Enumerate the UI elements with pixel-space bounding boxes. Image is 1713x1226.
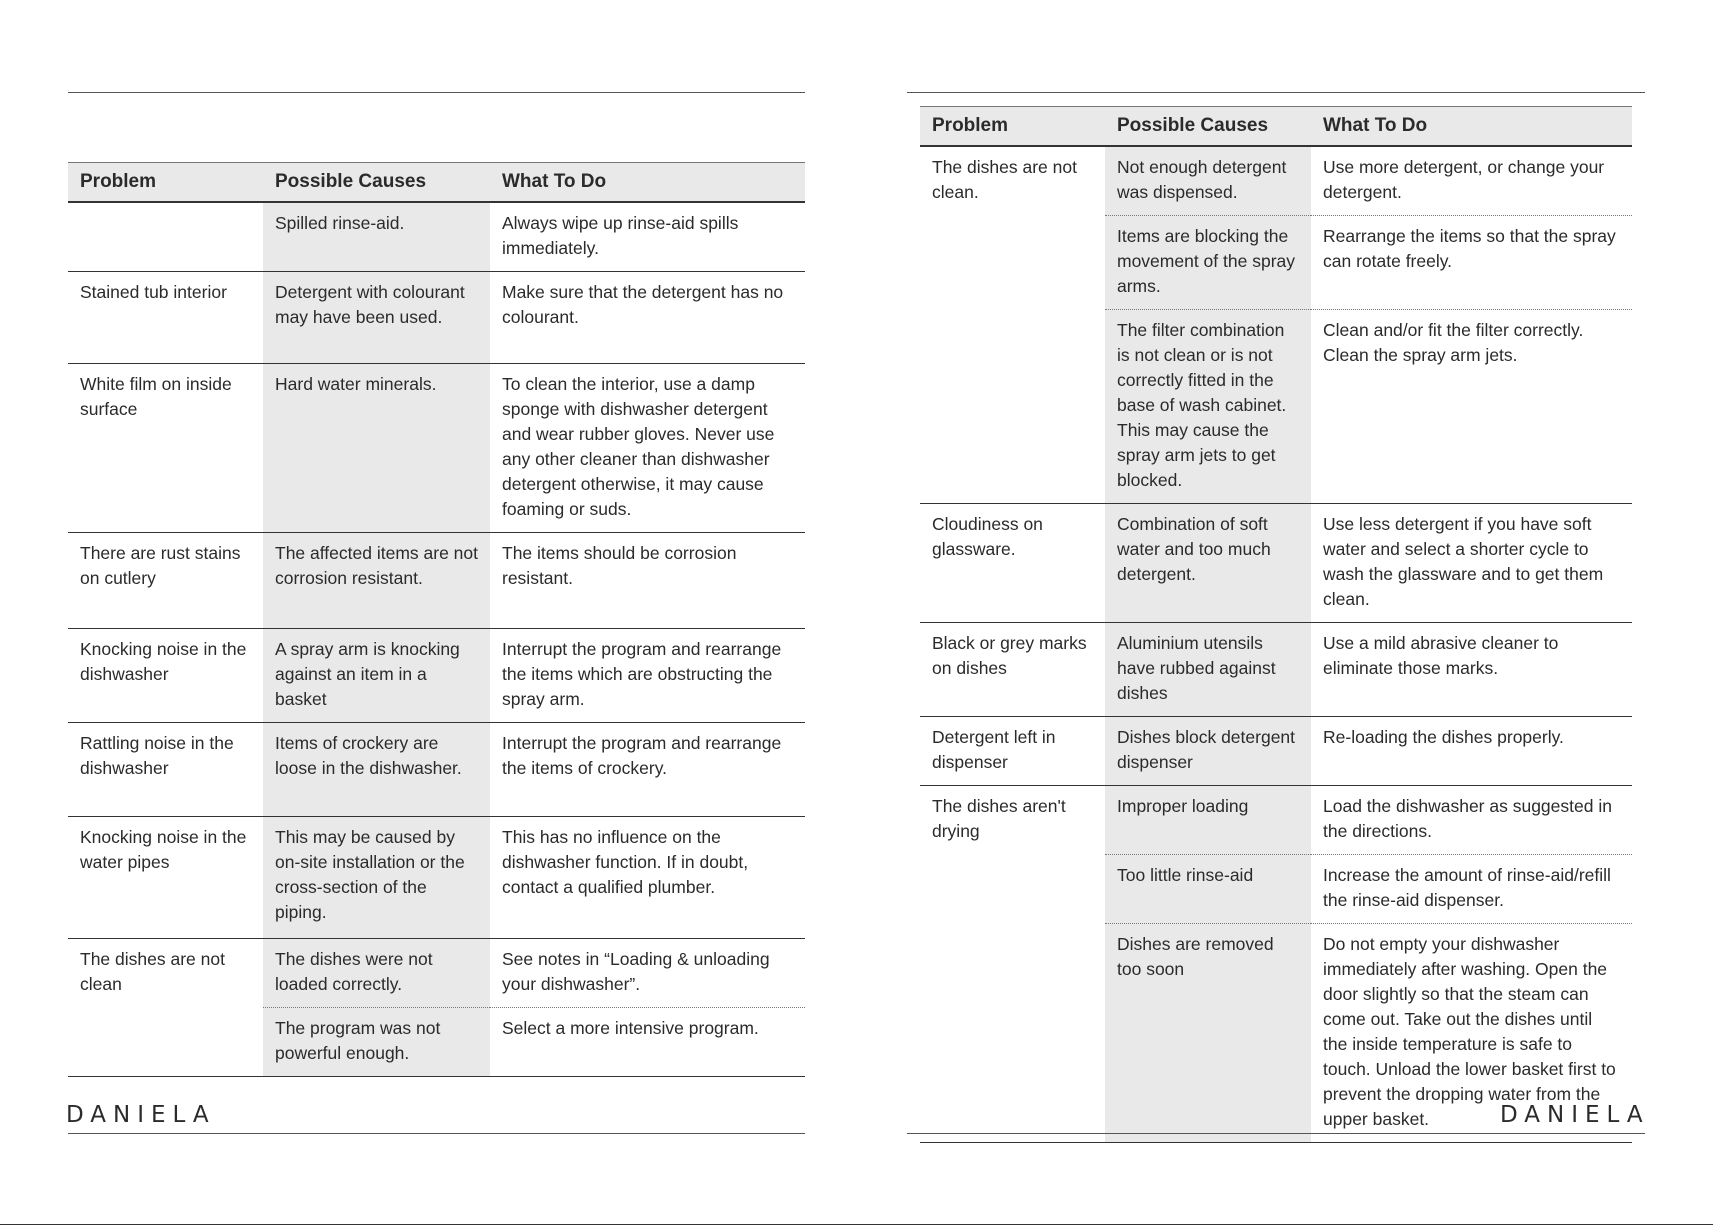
brand-logo: DANIELA <box>1500 1102 1650 1128</box>
top-rule <box>907 92 1645 93</box>
table-row <box>920 717 1632 786</box>
todo-cell: Do not empty your dishwasher immediately after washing. Open the door slightly so that the steam can come out. Take out the dishes until the inside temperature is safe to touch. Unload the lower basket first to prevent the dropping water from the upper basket. <box>1311 924 1632 1143</box>
cause-cell: This may be caused by on-site installation or the cross-section of the piping. <box>263 817 490 939</box>
problem-cell: Rattling noise in the dishwasher <box>68 723 263 817</box>
table-row <box>68 629 805 723</box>
todo-cell: Select a more intensive program. <box>490 1008 805 1077</box>
header-problem: Problem <box>68 163 263 203</box>
table-row <box>68 817 805 939</box>
table-row <box>68 939 805 1008</box>
table-row <box>920 504 1632 623</box>
problem-cell: The dishes are not clean. <box>932 157 1077 202</box>
problem-cell: The dishes aren't drying <box>920 786 1105 855</box>
problem-cell: Knocking noise in the dishwasher <box>68 629 263 723</box>
todo-cell: Use more detergent, or change your detergent. <box>1323 157 1605 202</box>
table-header-row <box>920 107 1632 147</box>
problem-cell <box>68 202 263 272</box>
problem-cell <box>68 1008 263 1077</box>
table-row <box>920 216 1632 310</box>
cause-cell: Dishes are removed too soon <box>1105 924 1311 1143</box>
todo-cell: The items should be corrosion resistant. <box>490 533 805 629</box>
cause-cell: The affected items are not corrosion resistant. <box>263 533 490 629</box>
todo-cell: See notes in “Loading & unloading your dishwasher”. <box>490 939 805 1008</box>
brand-logo: DANIELA <box>66 1102 216 1128</box>
table-row <box>68 364 805 533</box>
header-problem: Problem <box>920 107 1105 147</box>
table-header-row <box>68 163 805 203</box>
todo-cell: Clean and/or fit the filter correctly. Clean the spray arm jets. <box>1311 310 1632 504</box>
cause-cell: Items of crockery are loose in the dishwasher. <box>263 723 490 817</box>
table-row <box>920 146 1632 216</box>
table-row <box>920 623 1632 717</box>
right-page <box>856 0 1713 1226</box>
problem-cell: Cloudiness on glassware. <box>920 504 1105 623</box>
left-page <box>0 0 856 1226</box>
cause-cell: Dishes block detergent dispenser <box>1105 717 1311 786</box>
todo-cell: To clean the interior, use a damp sponge with dishwasher detergent and wear rubber gloves. Never use any other cleaner than dishwasher detergent otherwise, it may cause foaming or suds. <box>490 364 805 533</box>
cause-cell: Spilled rinse-aid. <box>263 202 490 272</box>
cause-cell: The program was not powerful enough. <box>263 1008 490 1077</box>
problem-cell: White film on inside surface <box>68 364 263 533</box>
problem-cell <box>920 216 1105 310</box>
todo-cell: Load the dishwasher as suggested in the directions. <box>1311 786 1632 855</box>
problem-cell: Stained tub interior <box>68 272 263 364</box>
header-possible-causes: Possible Causes <box>263 163 490 203</box>
bottom-rule <box>907 1133 1645 1134</box>
cause-cell: A spray arm is knocking against an item in a basket <box>263 629 490 723</box>
table-row <box>68 1008 805 1077</box>
todo-cell: Always wipe up rinse-aid spills immediately. <box>502 213 739 258</box>
cause-cell: Not enough detergent was dispensed. <box>1105 146 1311 216</box>
table-row <box>920 786 1632 855</box>
table-row <box>68 533 805 629</box>
table-row <box>920 310 1632 504</box>
cause-cell: Items are blocking the movement of the spray arms. <box>1105 216 1311 310</box>
problem-cell: The dishes are not clean <box>68 939 263 1008</box>
cause-cell: Hard water minerals. <box>263 364 490 533</box>
problem-cell <box>920 924 1105 1143</box>
todo-cell: Interrupt the program and rearrange the items which are obstructing the spray arm. <box>490 629 805 723</box>
header-possible-causes: Possible Causes <box>1105 107 1311 147</box>
table-row <box>68 272 805 364</box>
cause-cell: Improper loading <box>1105 786 1311 855</box>
header-what-to-do: What To Do <box>490 163 805 203</box>
todo-cell: Use a mild abrasive cleaner to eliminate those marks. <box>1311 623 1632 717</box>
cause-cell: Detergent with colourant may have been used. <box>263 272 490 364</box>
table-row <box>920 855 1632 924</box>
cause-cell: The dishes were not loaded correctly. <box>263 939 490 1008</box>
todo-cell: Increase the amount of rinse-aid/refill the rinse-aid dispenser. <box>1311 855 1632 924</box>
todo-cell: This has no influence on the dishwasher function. If in doubt, contact a qualified plumber. <box>490 817 805 939</box>
cause-cell: Combination of soft water and too much detergent. <box>1105 504 1311 623</box>
todo-cell: Rearrange the items so that the spray can rotate freely. <box>1311 216 1632 310</box>
problem-cell: Knocking noise in the water pipes <box>68 817 263 939</box>
problem-cell: There are rust stains on cutlery <box>68 533 263 629</box>
problem-cell: Black or grey marks on dishes <box>920 623 1105 717</box>
todo-cell: Make sure that the detergent has no colourant. <box>490 272 805 364</box>
scan-bottom-edge <box>0 1224 1713 1225</box>
header-what-to-do: What To Do <box>1311 107 1632 147</box>
cause-cell: The filter combination is not clean or is not correctly fitted in the base of wash cabinet. This may cause the spray arm jets to get blocked. <box>1105 310 1311 504</box>
todo-cell: Interrupt the program and rearrange the items of crockery. <box>490 723 805 817</box>
bottom-rule <box>68 1133 805 1134</box>
table-row <box>68 202 805 272</box>
todo-cell: Use less detergent if you have soft water and select a shorter cycle to wash the glassware and to get them clean. <box>1311 504 1632 623</box>
problem-cell <box>920 855 1105 924</box>
cause-cell: Too little rinse-aid <box>1105 855 1311 924</box>
todo-cell: Re-loading the dishes properly. <box>1311 717 1632 786</box>
problem-cell: Detergent left in dispenser <box>920 717 1105 786</box>
troubleshooting-table-right <box>920 106 1632 1143</box>
table-row <box>68 723 805 817</box>
cause-cell: Aluminium utensils have rubbed against dishes <box>1105 623 1311 717</box>
top-rule <box>68 92 805 93</box>
problem-cell <box>920 310 1105 504</box>
troubleshooting-table-left <box>68 162 805 1077</box>
